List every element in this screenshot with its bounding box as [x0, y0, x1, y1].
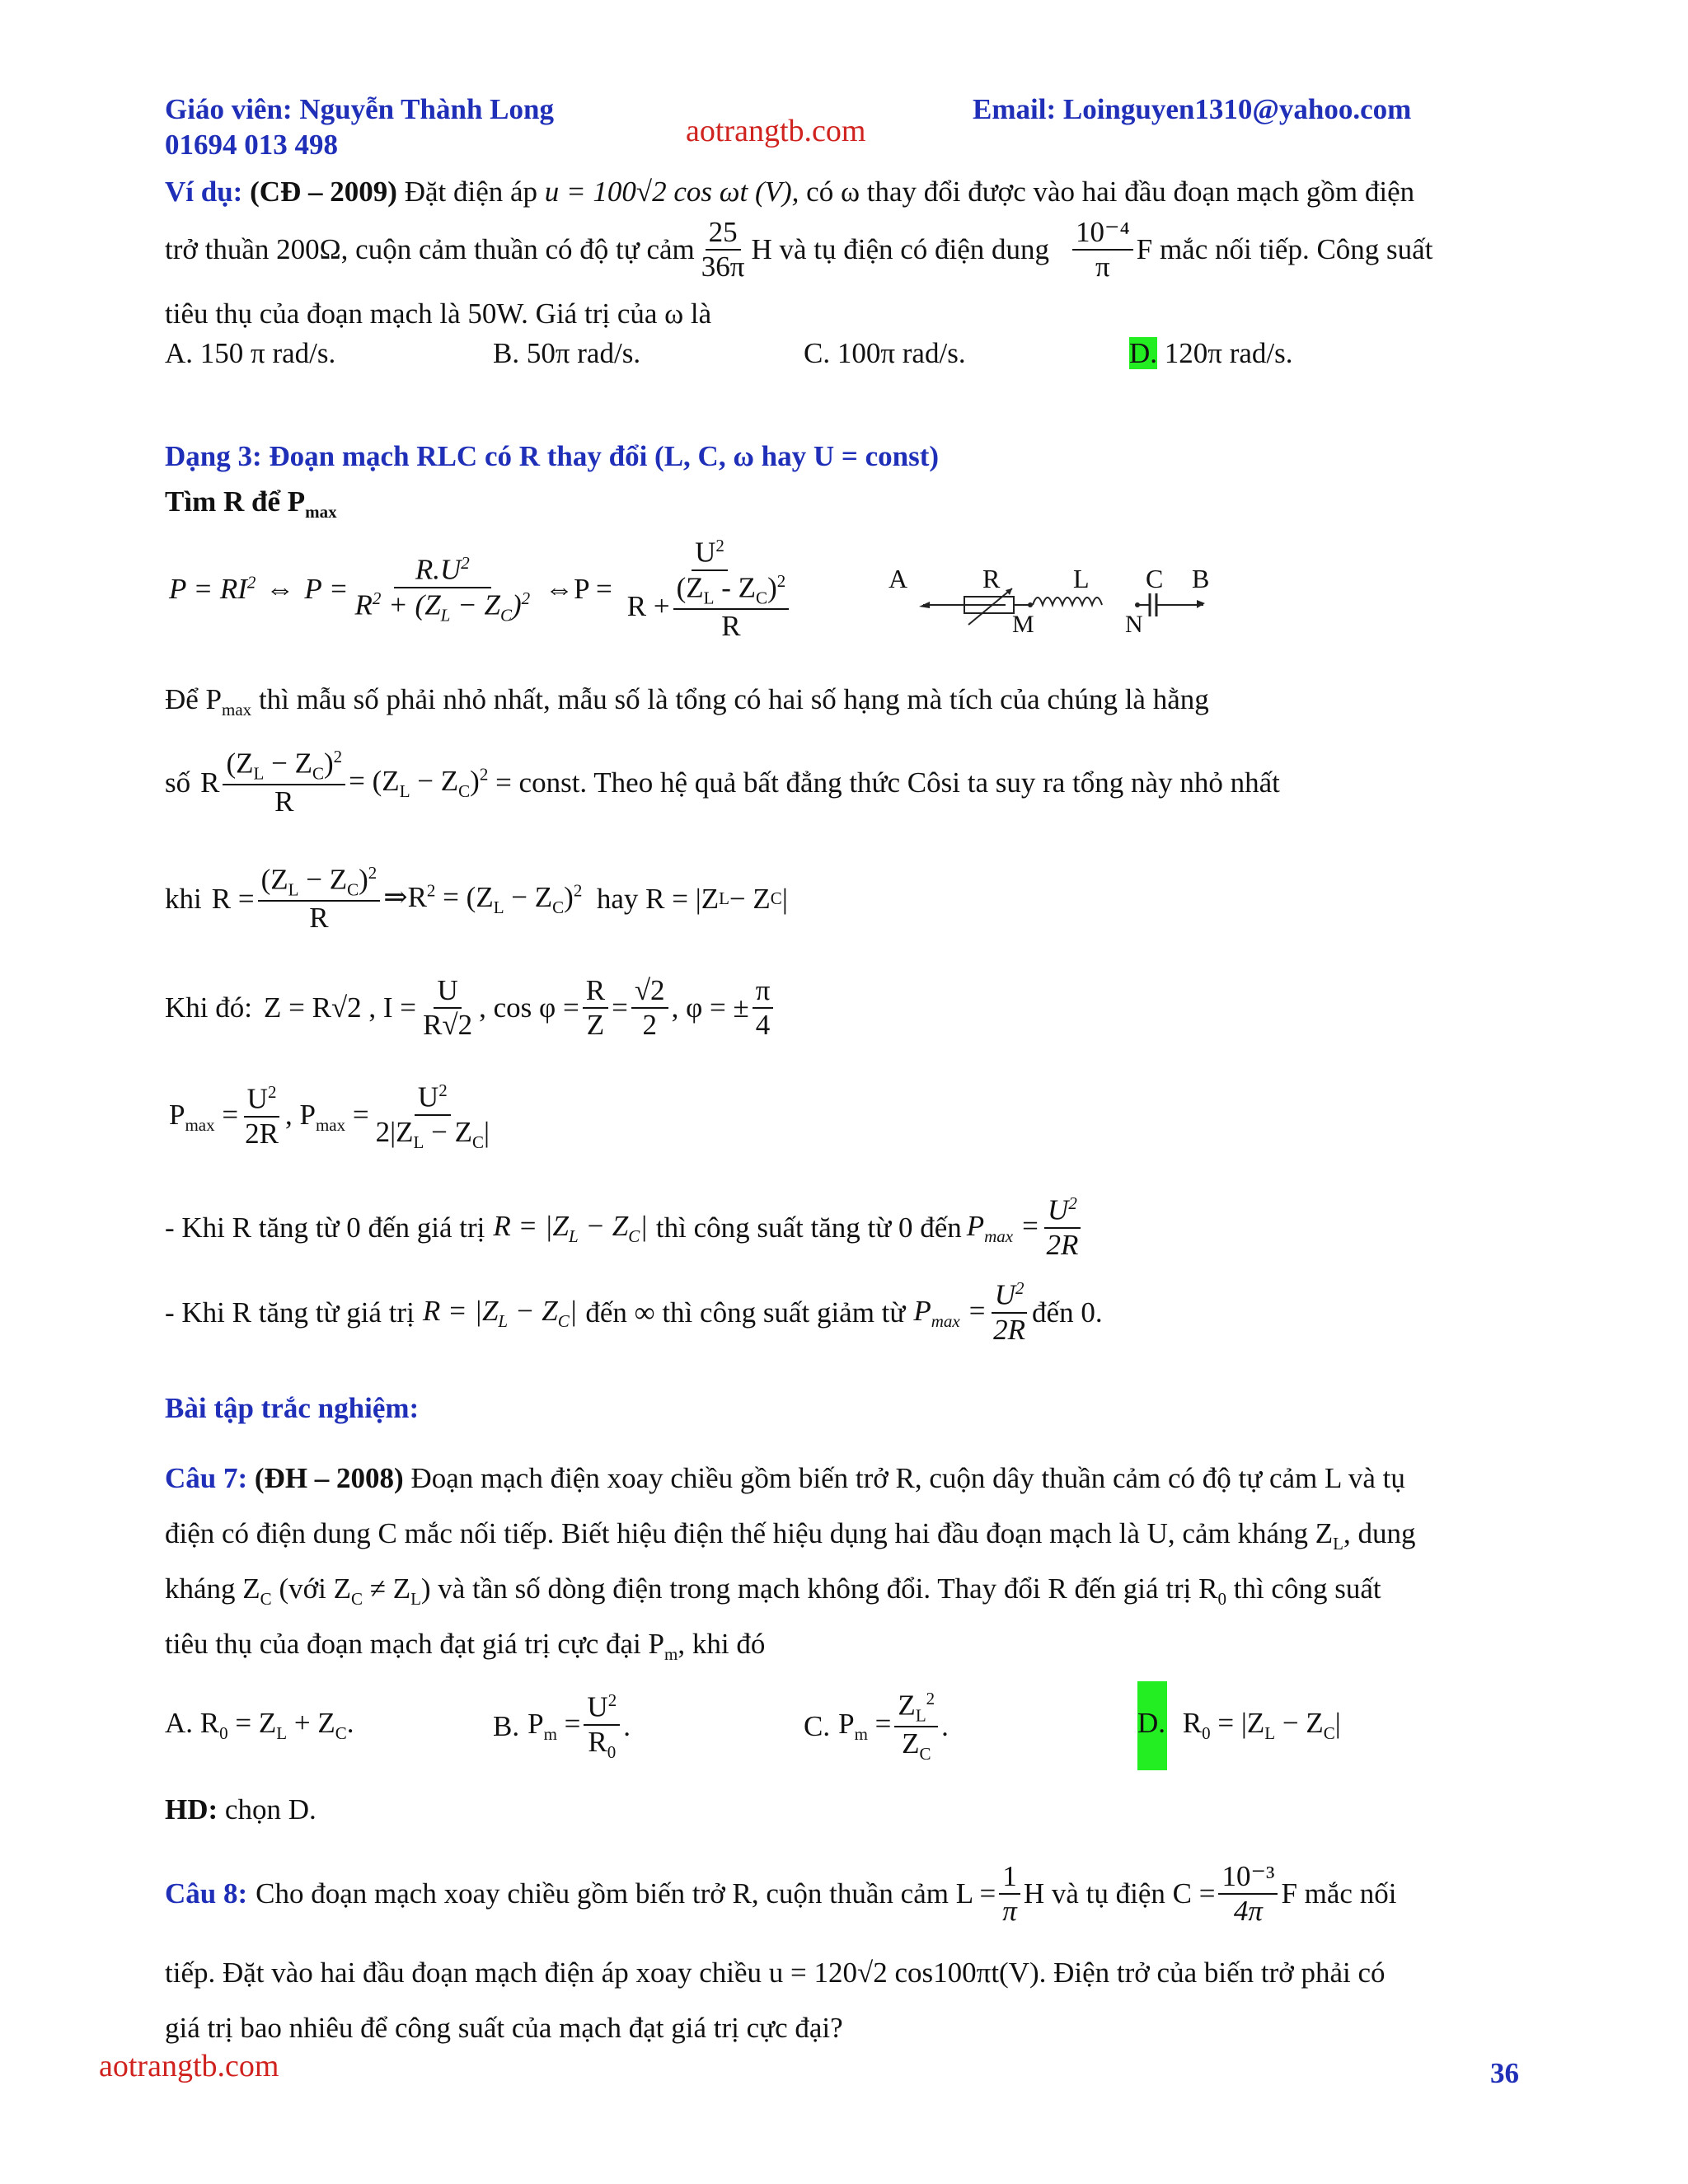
hint-text: chọn D.: [224, 1793, 316, 1825]
option-text: 120π rad/s.: [1164, 337, 1293, 369]
fraction-denominator: 4π: [1233, 1895, 1263, 1927]
paragraph-cauchy: số R $\frac{(Z_L - Z_C)^2}{R}$ = $(Z_L - Z_C)^2$ = const. Theo hệ quả bất đẳng thức Côsi ta suy ra tổng này nhỏ nhất: [165, 747, 1280, 818]
power-fraction: $\frac{R.U^2}{R^2 + (Z_L - Z_C)^2}$: [354, 553, 531, 626]
capacitance-fraction: [1072, 216, 1133, 284]
q7-hint: [165, 1793, 316, 1827]
option-d: [1129, 336, 1293, 371]
option-text: 50π rad/s.: [526, 337, 641, 369]
option-letter: A.: [165, 1707, 194, 1739]
para-text: hay R = |Z: [596, 883, 720, 915]
q8-text: Cho đoạn mạch xoay chiều gồm biến trở R, cuộn thuần cảm L =: [256, 1877, 996, 1910]
option-text: 150 π rad/s.: [199, 337, 336, 369]
fraction-numerator: 10⁻⁴: [1072, 216, 1133, 251]
para-text: Để P: [165, 683, 223, 715]
para-text: số: [165, 766, 191, 799]
increase-line: - Khi R tăng từ 0 đến giá trị $R = |Z_L - Z_C|$ thì công suất tăng từ 0 đến $P_{max}$ = $\frac{U^2}{2R}$: [165, 1187, 1085, 1269]
paragraph-results: Khi đó: Z = R√2 , I = $\frac{U}{R√2}$ , cos φ = $\frac{R}{Z}$ = $\frac{√2}{2}$ , φ = ± $\frac{\pi}{4}$: [165, 963, 776, 1053]
para-text: = const. Theo hệ quả bất đẳng thức Côsi ta suy ra tổng này nhỏ nhất: [495, 766, 1280, 799]
circuit-label-m: M: [1012, 611, 1034, 638]
option-letter: C.: [804, 337, 831, 369]
q8-line-2: tiếp. Đặt vào hai đầu đoạn mạch điện áp xoay chiều u = 120√2 cos100πt(V). Điện trở của biến trở phải có: [165, 1957, 1386, 1989]
option-letter: B.: [493, 337, 520, 369]
subtitle-sub: max: [305, 502, 337, 522]
footer-watermark: aotrangtb.com: [99, 2049, 279, 2083]
q7-text: tiêu thụ của đoạn mạch đạt giá trị cực đại P: [165, 1628, 664, 1660]
section-title: Dạng 3: Đoạn mạch RLC có R thay đổi (L, C, ω hay U = const): [165, 440, 940, 472]
example-line-2: [165, 216, 1432, 284]
q7-text: , dung: [1343, 1517, 1416, 1549]
q7-sub: L: [1333, 1534, 1343, 1554]
q7-line-4: [165, 1627, 765, 1665]
option-a: [165, 336, 335, 371]
para-text: Khi đó:: [165, 991, 252, 1024]
fraction-numerator: 25: [706, 216, 741, 251]
para-text: - Khi R tăng từ giá trị: [165, 1296, 415, 1329]
power-formula: $P = RI^2$ ⇔ P = $\frac{R.U^2}{R^2 + (Z_L - Z_C)^2}$ ⇔P = $U^2$ R + $\frac{(Z_L - Z_C)^2}{R}$: [169, 540, 799, 639]
header-phone: 01694 013 498: [165, 129, 338, 161]
para-text: khi: [165, 883, 202, 915]
para-text: đến ∞ thì công suất giảm từ: [585, 1296, 906, 1329]
q8-text: F mắc nối: [1281, 1877, 1397, 1910]
q7-label: Câu 7:: [165, 1462, 248, 1494]
hint-label: HD:: [165, 1793, 218, 1825]
example-label: Ví dụ:: [165, 176, 243, 208]
q8-label: Câu 8:: [165, 1877, 248, 1910]
fraction-denominator: 36π: [701, 251, 745, 284]
circuit-label-a: A: [889, 564, 908, 593]
power-fraction-2: $U^2$ R + $\frac{(Z_L - Z_C)^2}{R}$: [624, 536, 795, 643]
fraction-denominator: π: [1095, 251, 1110, 284]
example-text: có ω thay đổi được vào hai đầu đoạn mạch gồm điện: [806, 176, 1415, 208]
example-text: H và tụ điện có điện dung: [751, 233, 1050, 266]
q7-option-d: D. $R_0 = |Z_L - Z_C|$: [1137, 1707, 1341, 1743]
example-line-1: [165, 175, 1414, 209]
q7-text: điện có điện dung C mắc nối tiếp. Biết hiệu điện thế hiệu dụng hai đầu đoạn mạch là U, cảm kháng Z: [165, 1517, 1334, 1549]
q7-option-b: B. $P_m$ = $\frac{U^2}{R_0}$ .: [493, 1690, 631, 1762]
q8-capacitance-fraction: [1218, 1860, 1278, 1929]
decrease-line: - Khi R tăng từ giá trị $R = |Z_L - Z_C|$ đến ∞ thì công suất giảm từ $P_{max}$ = $\frac{U^2}{2R}$ đến 0.: [165, 1278, 1103, 1347]
section-subtitle: [165, 485, 337, 523]
rlc-circuit-diagram: [882, 559, 1220, 641]
option-letter: A.: [165, 337, 194, 369]
circuit-label-n: N: [1125, 611, 1143, 638]
option-letter-highlighted: D.: [1129, 337, 1158, 369]
q7-line-1: [165, 1461, 1405, 1496]
q7-option-a: A. $R_0 = Z_L + Z_C$.: [165, 1707, 354, 1743]
circuit-label-r: R: [982, 564, 1001, 593]
inductance-fraction: [698, 216, 748, 284]
q8-line-3: giá trị bao nhiêu để công suất của mạch đạt giá trị cực đại?: [165, 2012, 843, 2044]
q7-option-c: C. $P_m$ = $\frac{Z_L^2}{Z_C}$ .: [804, 1689, 949, 1764]
subtitle-text: Tìm R để P: [165, 485, 306, 518]
q7-source: (ĐH – 2008): [254, 1462, 404, 1494]
option-b: [493, 336, 640, 371]
option-letter: B.: [493, 1709, 520, 1742]
page-number: 36: [1490, 2057, 1519, 2089]
header-email: Email: Loinguyen1310@yahoo.com: [973, 93, 1412, 125]
example-text: Đặt điện áp: [404, 176, 538, 208]
paragraph-condition: khi R = $\frac{(Z_L - Z_C)^2}{R}$ $\Rightarrow R^2 = (Z_L - Z_C)^2$ hay R = |Z L − Z C |: [165, 863, 788, 935]
fraction-numerator: 1: [999, 1860, 1020, 1895]
q7-text: , khi đó: [678, 1628, 766, 1660]
example-source: (CĐ – 2009): [250, 176, 397, 208]
q7-line-2: [165, 1516, 1415, 1554]
para-text: thì công suất tăng từ 0 đến: [655, 1212, 962, 1244]
circuit-label-l: L: [1073, 564, 1090, 593]
pmax-formula: $P_{max}$ = $\frac{U^2}{2R}$ , $P_{max}$ = $\frac{U^2}{2|Z_L - Z_C|}$: [169, 1080, 490, 1153]
circuit-label-b: B: [1192, 564, 1210, 593]
example-line-3: tiêu thụ của đoạn mạch là 50W. Giá trị của ω là: [165, 298, 712, 330]
para-text: - Khi R tăng từ 0 đến giá trị: [165, 1212, 485, 1244]
q7-line-3: kháng $Z_C$ (với $Z_C \ne Z_L$) và tần số dòng điện trong mạch không đổi. Thay đổi R đến giá trị $R_0$ thì công suất: [165, 1572, 1381, 1609]
exercises-title: Bài tập trắc nghiệm:: [165, 1392, 420, 1424]
header-teacher: Giáo viên: Nguyễn Thành Long: [165, 93, 554, 125]
circuit-label-c: C: [1146, 564, 1164, 593]
paragraph-pmax: [165, 682, 1209, 720]
q7-text: Đoạn mạch điện xoay chiều gồm biến trở R, cuộn dây thuần cảm có độ tự cảm L và tụ: [410, 1462, 1405, 1494]
para-text: thì mẫu số phải nhỏ nhất, mẫu số là tổng có hai số hạng mà tích của chúng là hằng: [258, 683, 1209, 715]
fraction-numerator: 10⁻³: [1218, 1860, 1278, 1895]
example-text: F mắc nối tiếp. Công suất: [1136, 233, 1433, 266]
q7-text: kháng Z: [165, 1572, 260, 1605]
example-text: trở thuần 200Ω, cuộn cảm thuần có độ tự cảm: [165, 233, 695, 266]
option-letter: D.: [1137, 1707, 1166, 1739]
option-letter: C.: [804, 1709, 831, 1742]
option-text: 100π rad/s.: [837, 337, 966, 369]
para-text: đến 0.: [1032, 1296, 1103, 1329]
q8-inductance-fraction: [999, 1860, 1020, 1929]
para-sub: max: [222, 700, 252, 719]
example-formula: u = 100√2 cos ωt (V),: [544, 176, 799, 208]
option-c: [804, 336, 966, 371]
watermark-top: aotrangtb.com: [686, 114, 866, 148]
q8-line-1: [165, 1849, 1396, 1939]
fraction-denominator: π: [1002, 1895, 1017, 1927]
q7-sub: m: [664, 1644, 678, 1664]
q8-text: H và tụ điện C =: [1023, 1877, 1216, 1910]
